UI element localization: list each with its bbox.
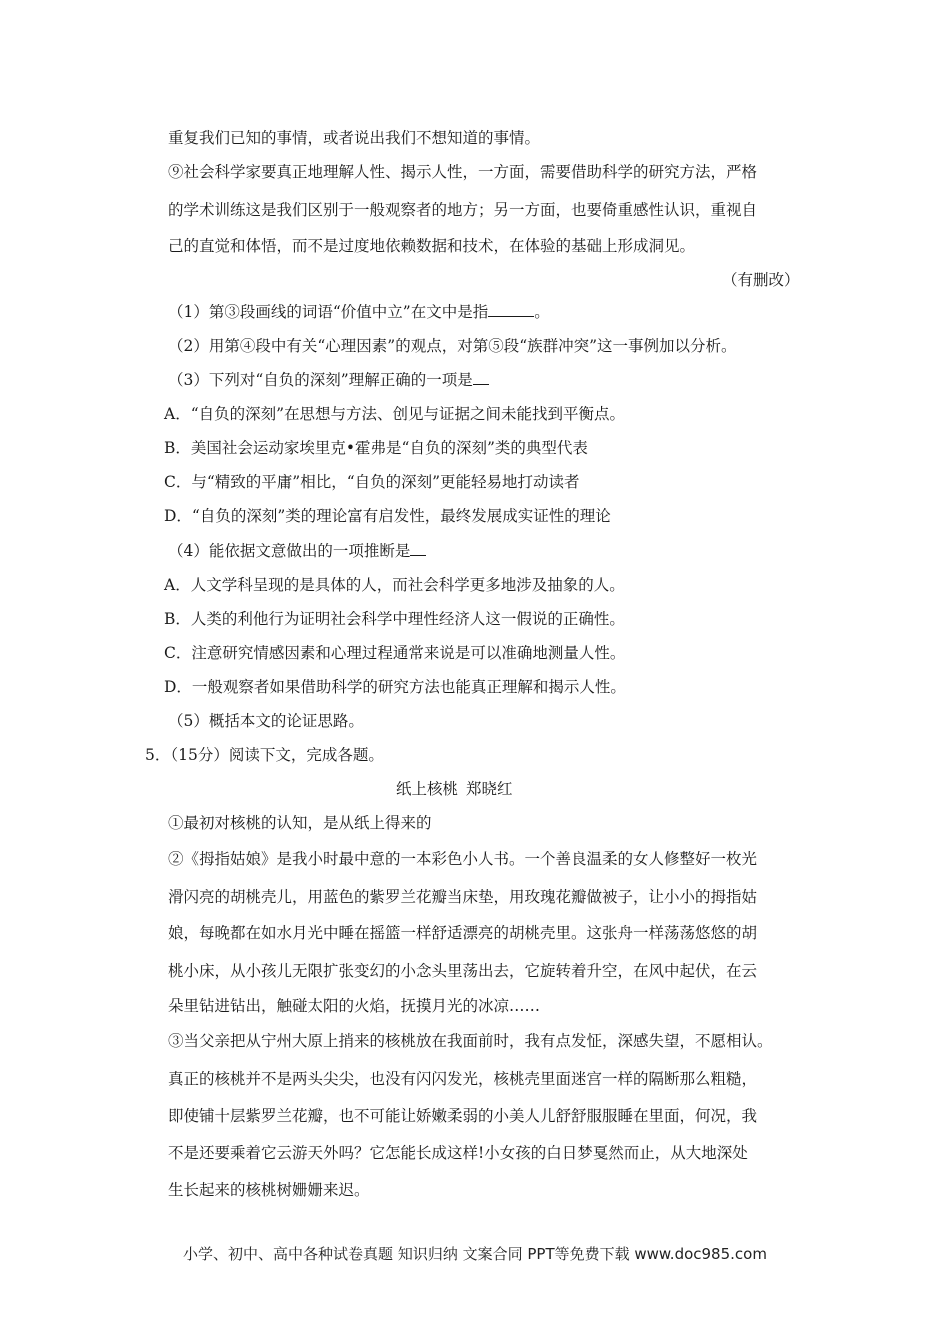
question-1-text: （1）第③段画线的词语“价值中立”在文中是指 <box>168 303 489 321</box>
answer-blank[interactable] <box>473 370 489 385</box>
article-line: ①最初对核桃的认知，是从纸上得来的 <box>168 814 432 832</box>
page-footer: 小学、初中、高中各种试卷真题 知识归纳 文案合同 PPT等免费下载 www.doc985.com <box>183 1245 767 1263</box>
paragraph-line: 己的直觉和体悟，而不是过度地依赖数据和技术，在体验的基础上形成洞见。 <box>168 237 696 255</box>
question-1 <box>168 302 550 322</box>
article-line: 滑闪亮的胡桃壳儿，用蓝色的紫罗兰花瓣当床垫，用玫瑰花瓣做被子，让小小的拇指姑 <box>168 888 758 906</box>
option-a: A．人文学科呈现的是具体的人，而社会科学更多地涉及抽象的人。 <box>164 576 625 594</box>
article-title-text: 纸上核桃 <box>396 780 459 798</box>
paragraph-line: 重复我们已知的事情，或者说出我们不想知道的事情。 <box>168 129 541 147</box>
source-note: （有删改） <box>722 271 800 289</box>
question-4 <box>168 541 426 561</box>
option-a: A．“自负的深刻”在思想与方法、创见与证据之间未能找到平衡点。 <box>164 405 626 423</box>
option-b: B．美国社会运动家埃里克•霍弗是“自负的深刻”类的典型代表 <box>164 439 588 457</box>
article-line: 生长起来的核桃树姗姗来迟。 <box>168 1181 370 1199</box>
article-author: 郑晓红 <box>466 780 513 798</box>
question-3-text: （3）下列对“自负的深刻”理解正确的一项是 <box>168 371 473 389</box>
answer-blank[interactable] <box>488 302 534 317</box>
question-4-text: （4）能依据文意做出的一项推断是 <box>168 542 411 560</box>
question-3 <box>168 370 489 390</box>
paragraph-line: ⑨社会科学家要真正地理解人性、揭示人性，一方面，需要借助科学的研究方法，严格 <box>168 163 758 181</box>
paragraph-line: 的学术训练这是我们区别于一般观察者的地方；另一方面，也要倚重感性认识，重视自 <box>168 201 758 219</box>
option-d: D．“自负的深刻”类的理论富有启发性，最终发展成实证性的理论 <box>164 507 611 525</box>
option-d: D．一般观察者如果借助科学的研究方法也能真正理解和揭示人性。 <box>164 678 626 696</box>
article-line: 朵里钻进钻出，触碰太阳的火焰，抚摸月光的冰凉…… <box>168 997 541 1015</box>
option-c: C．注意研究情感因素和心理过程通常来说是可以准确地测量人性。 <box>164 644 626 662</box>
section-header: 5．（15分）阅读下文，完成各题。 <box>145 746 384 764</box>
article-line: 娘，每晚都在如水月光中睡在摇篮一样舒适漂亮的胡桃壳里。这张舟一样荡荡悠悠的胡 <box>168 924 758 942</box>
question-1-end: 。 <box>534 303 550 321</box>
article-title <box>396 779 513 799</box>
article-line: ②《拇指姑娘》是我小时最中意的一本彩色小人书。一个善良温柔的女人修整好一枚光 <box>168 850 758 868</box>
question-2: （2）用第④段中有关“心理因素”的观点，对第⑤段“族群冲突”这一事例加以分析。 <box>168 337 737 355</box>
article-line: 不是还要乘着它云游天外吗？它怎能长成这样!小女孩的白日梦戛然而止，从大地深处 <box>168 1144 748 1162</box>
option-c: C．与“精致的平庸”相比，“自负的深刻”更能轻易地打动读者 <box>164 473 580 491</box>
question-5: （5）概括本文的论证思路。 <box>168 712 364 730</box>
article-line: 即使铺十层紫罗兰花瓣，也不可能让娇嫩柔弱的小美人儿舒舒服服睡在里面，何况，我 <box>168 1107 758 1125</box>
answer-blank[interactable] <box>410 541 426 556</box>
article-line: 桃小床，从小孩儿无限扩张变幻的小念头里荡出去，它旋转着升空，在风中起伏，在云 <box>168 962 758 980</box>
article-line: 真正的核桃并不是两头尖尖，也没有闪闪发光，核桃壳里面迷宫一样的隔断那么粗糙， <box>168 1070 758 1088</box>
article-line: ③当父亲把从宁州大原上捎来的核桃放在我面前时，我有点发怔，深感失望，不愿相认。 <box>168 1032 773 1050</box>
option-b: B．人类的利他行为证明社会科学中理性经济人这一假说的正确性。 <box>164 610 625 628</box>
